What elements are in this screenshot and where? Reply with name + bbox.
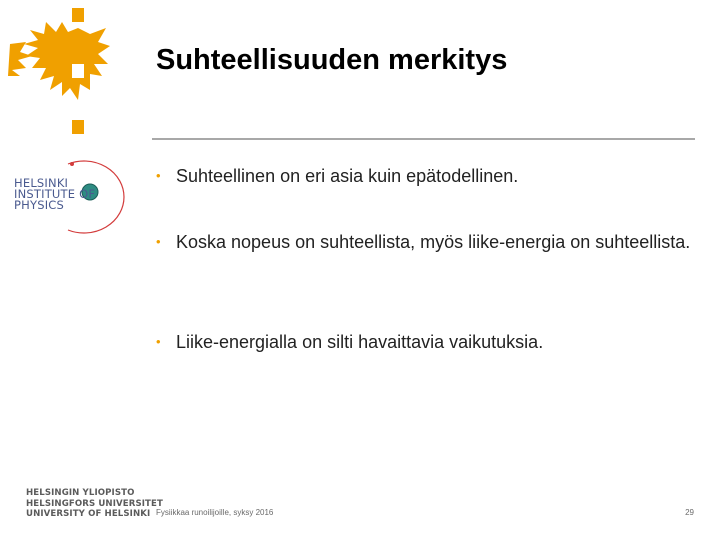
bullet-marker: •	[156, 168, 161, 183]
institute-name-line: INSTITUTE OF	[14, 187, 96, 201]
institute-name	[14, 178, 95, 211]
bullet-item	[156, 330, 716, 354]
institute-name-line: PHYSICS	[14, 198, 65, 212]
page-number: 29	[685, 508, 694, 517]
title-divider	[152, 138, 695, 140]
institute-name-line: HELSINKI	[14, 176, 69, 190]
bullet-text: Koska nopeus on suhteellista, myös liike-energia on suhteellista.	[176, 232, 691, 252]
bullet-marker: •	[156, 334, 161, 349]
university-name-line: UNIVERSITY OF HELSINKI	[26, 509, 151, 520]
bullet-marker: •	[156, 234, 161, 249]
university-flame-logo-icon	[6, 4, 110, 140]
university-name-line: HELSINGIN YLIOPISTO	[26, 488, 135, 498]
footer-text: Fysiikkaa runoilijoille, syksy 2016	[156, 508, 274, 517]
university-names	[26, 488, 163, 520]
slide-title: Suhteellisuuden merkitys	[156, 44, 508, 76]
institute-logo	[10, 156, 128, 234]
bullet-item	[156, 230, 716, 254]
bullet-text: Suhteellinen on eri asia kuin epätodellinen.	[176, 166, 519, 186]
bullet-text: Liike-energialla on silti havaittavia vaikutuksia.	[176, 332, 544, 352]
bullet-item	[156, 164, 716, 188]
university-name-line: HELSINGFORS UNIVERSITET	[26, 498, 163, 509]
